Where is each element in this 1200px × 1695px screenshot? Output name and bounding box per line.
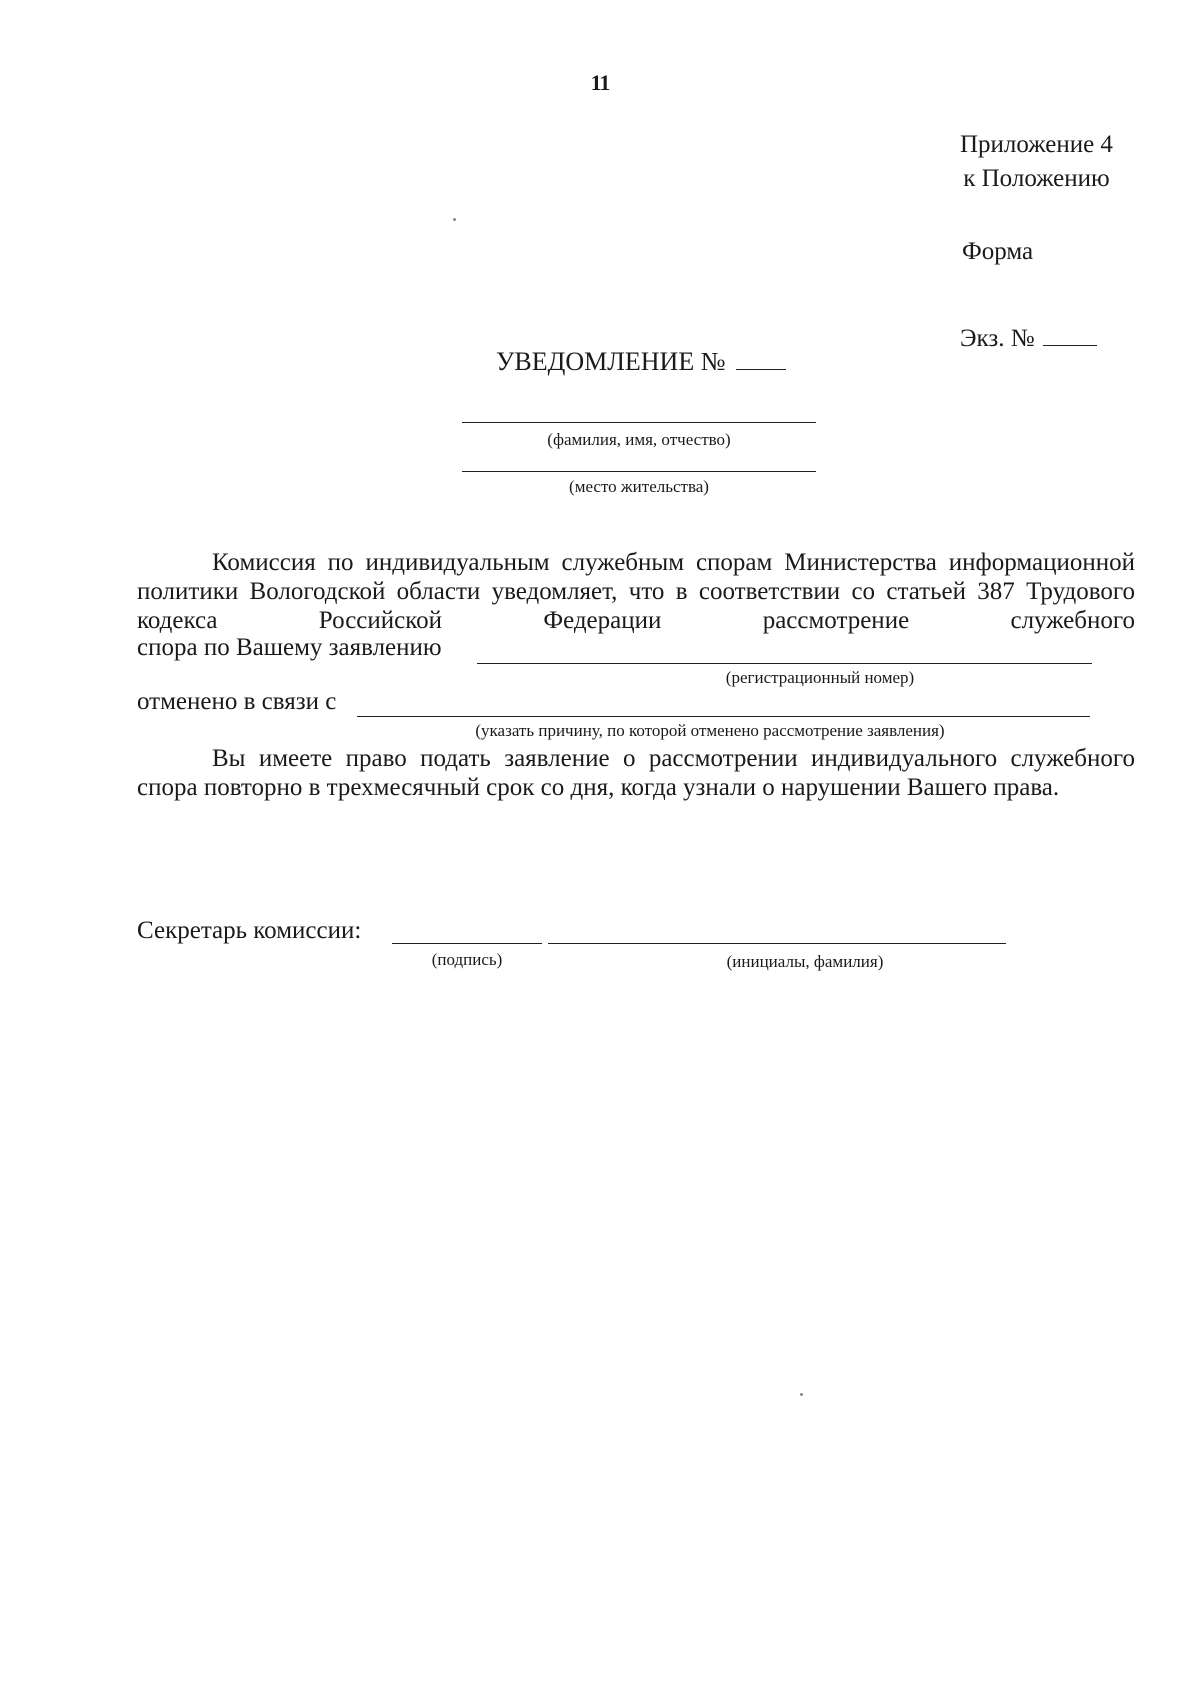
scan-speck [453, 218, 456, 221]
cancelled-label: отменено в связи с [137, 688, 337, 715]
copy-number-blank[interactable] [1043, 323, 1097, 346]
signature-label: Секретарь комиссии: [137, 917, 362, 944]
cancel-reason-caption: (указать причину, по которой отменено рассмотрение заявления) [475, 721, 945, 740]
appendix-line-1: Приложение 4 [960, 131, 1113, 158]
signature-caption: (подпись) [431, 950, 503, 969]
form-label: Форма [962, 238, 1034, 265]
appendix-line-2: к Положению [963, 165, 1110, 192]
fio-caption: (фамилия, имя, отчество) [547, 430, 731, 449]
signature-line[interactable] [392, 943, 542, 944]
scan-speck [800, 1393, 803, 1396]
paragraph-1: Комиссия по индивидуальным служебным спорам Министерства информационной политики Вологодской области уведомляет, что в соответствии со статьей 387 Трудового кодекса Российской Федерации рассмотрение служебного [137, 549, 1135, 634]
residence-field-line[interactable] [462, 471, 816, 472]
fio-field-line[interactable] [462, 422, 816, 423]
notice-number-blank[interactable] [736, 347, 786, 370]
registration-number-caption: (регистрационный номер) [725, 668, 915, 687]
registration-number-line[interactable] [477, 663, 1092, 664]
name-line[interactable] [548, 943, 1006, 944]
copy-number [960, 323, 1097, 353]
document-title [496, 347, 786, 377]
appendix-header [960, 128, 1113, 196]
paragraph-2: Вы имеете право подать заявление о рассмотрении индивидуального служебного спора повторно в трехмесячный срок со дня, когда узнали о нарушении Вашего права. [137, 745, 1135, 801]
paragraph-1-last-line: спора по Вашему заявлению [137, 634, 442, 661]
title-text: УВЕДОМЛЕНИЕ № [496, 347, 726, 376]
name-caption: (инициалы, фамилия) [726, 952, 884, 971]
copy-number-label: Экз. № [960, 325, 1035, 352]
cancel-reason-line[interactable] [357, 716, 1090, 717]
residence-caption: (место жительства) [569, 477, 709, 496]
page-number: 11 [590, 70, 610, 95]
